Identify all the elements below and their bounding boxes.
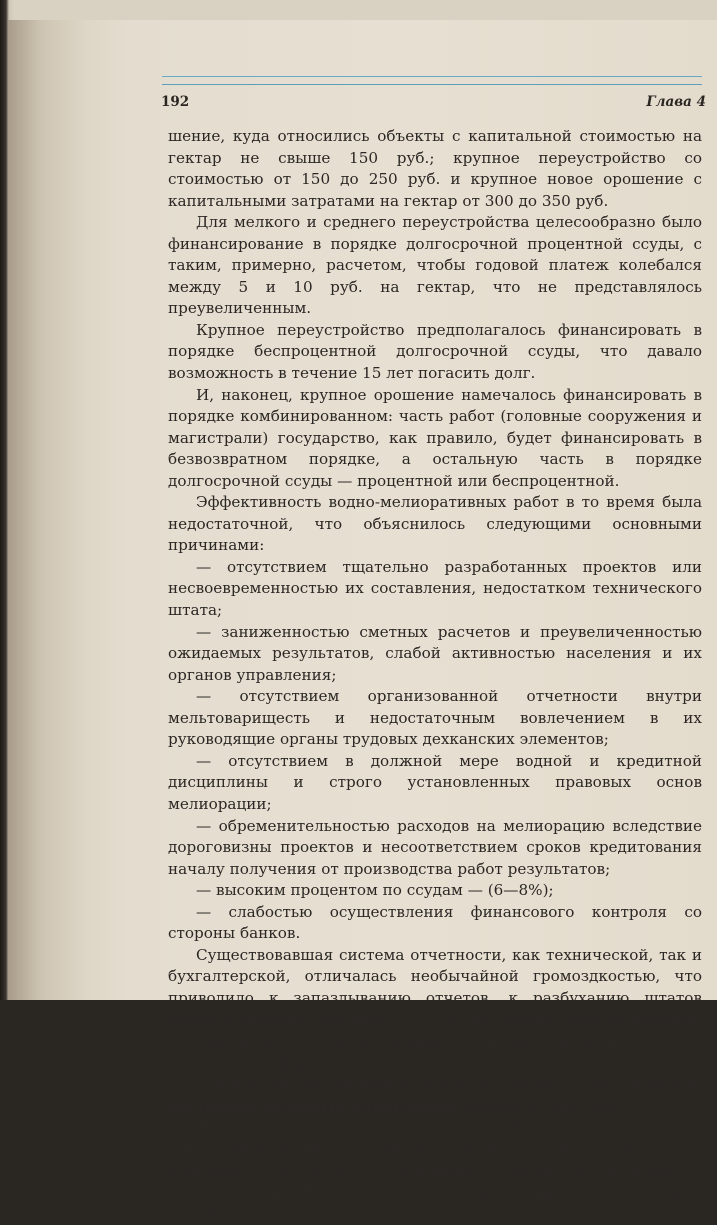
- paragraph-text: водным хозяйством.: [457, 1096, 626, 1115]
- paragraph: Для мелкого и среднего переустройства целесообразно было финансирование в порядке долгосрочной процентной ссуды, с таким, примерно, расчетом, чтобы годовой платеж колебался между 5 и 10 руб. на гектар, что не представлялось преувеличенным.: [168, 213, 702, 318]
- bold-phrase: состояние аппарата управления: [168, 1096, 458, 1115]
- book-page: [8, 20, 717, 1223]
- paragraph: Крупное переустройство предполагалось финансировать в порядке беспроцентной долгосрочной ссуды, что давало возможность в течение 15 лет погасить долг.: [168, 320, 702, 383]
- paragraph: Существовавшая система отчетности, как технической, так и бухгалтерской, отличалась необычайной громоздкостью, что приводило к запаздыванию отчетов, к разбуханию штатов соответствующих органов и, в то же время, невозможностью составить ясное представление о проделанной работе, ее стоимости и эффективности.: [168, 945, 702, 1072]
- list-item: — высоким процентом по ссудам — (6—8%);: [196, 881, 554, 900]
- list-item: — отсутствием организованной отчетности внутри мельтоварищесть и недостаточным вовлечением в их руководящие органы трудовых дехканских элементов;: [168, 687, 702, 749]
- page-gutter-shadow: [8, 20, 128, 1000]
- paragraph: [168, 1074, 702, 1117]
- paragraph: шение, куда относились объекты с капитальной стоимостью на гектар не свыше 150 руб.; крупное переустройство со стоимостью от 150 до 250 руб. и крупное новое орошение с капитальными затратами на гектар от 300 до 350 руб.: [168, 127, 702, 210]
- paragraph-text: В числе организационных вопросов следует особо выделить: [196, 1075, 702, 1094]
- header-rule-bottom: [162, 84, 702, 85]
- list-item: — заниженностью сметных расчетов и преувеличенностью ожидаемых результатов, слабой активностью населения и их органов управления;: [168, 622, 702, 684]
- list-item: — отсутствием тщательно разработанных проектов или несвоевременностью их составления, недостатком технического штата;: [168, 557, 702, 620]
- body-text: [168, 126, 702, 1225]
- running-head: Глава 4: [646, 94, 706, 110]
- list-item: — отсутствием в должной мере водной и кредитной дисциплины и строго установленных правовых основ мелиорации;: [168, 751, 702, 813]
- list-item: — обременительностью расходов на мелиорацию вследствие дороговизны проектов и несоответствием сроков кредитования началу получения от производства работ результатов;: [168, 816, 702, 878]
- paragraph: И, наконец, крупное орошение намечалось финансировать в порядке комбинированном: часть работ (головные сооружения и магистрали) государство, как правило, будет финансировать в безвозвратном порядке, а остальную часть в порядке долгосрочной ссуды — процентной или беспроцентной.: [168, 385, 702, 490]
- header-rule-top: [162, 76, 702, 77]
- page-number: 192: [161, 94, 190, 110]
- page-header: [161, 94, 706, 116]
- paragraph: По утвержденному центром штату общее число служащих Управления Водного хозяйства Средней Азии составляло 73 человека, в том числе 31— инженеры и техники, 6— экономисты и статистики. По водхозам республик управленческая часть составляла:: [168, 1118, 702, 1223]
- paragraph: Эффективность водно-мелиоративных работ в то время была недостаточной, что объяснилось следующими основными причинами:: [168, 493, 702, 555]
- list-item: — слабостью осуществления финансового контроля со стороны банков.: [168, 902, 702, 943]
